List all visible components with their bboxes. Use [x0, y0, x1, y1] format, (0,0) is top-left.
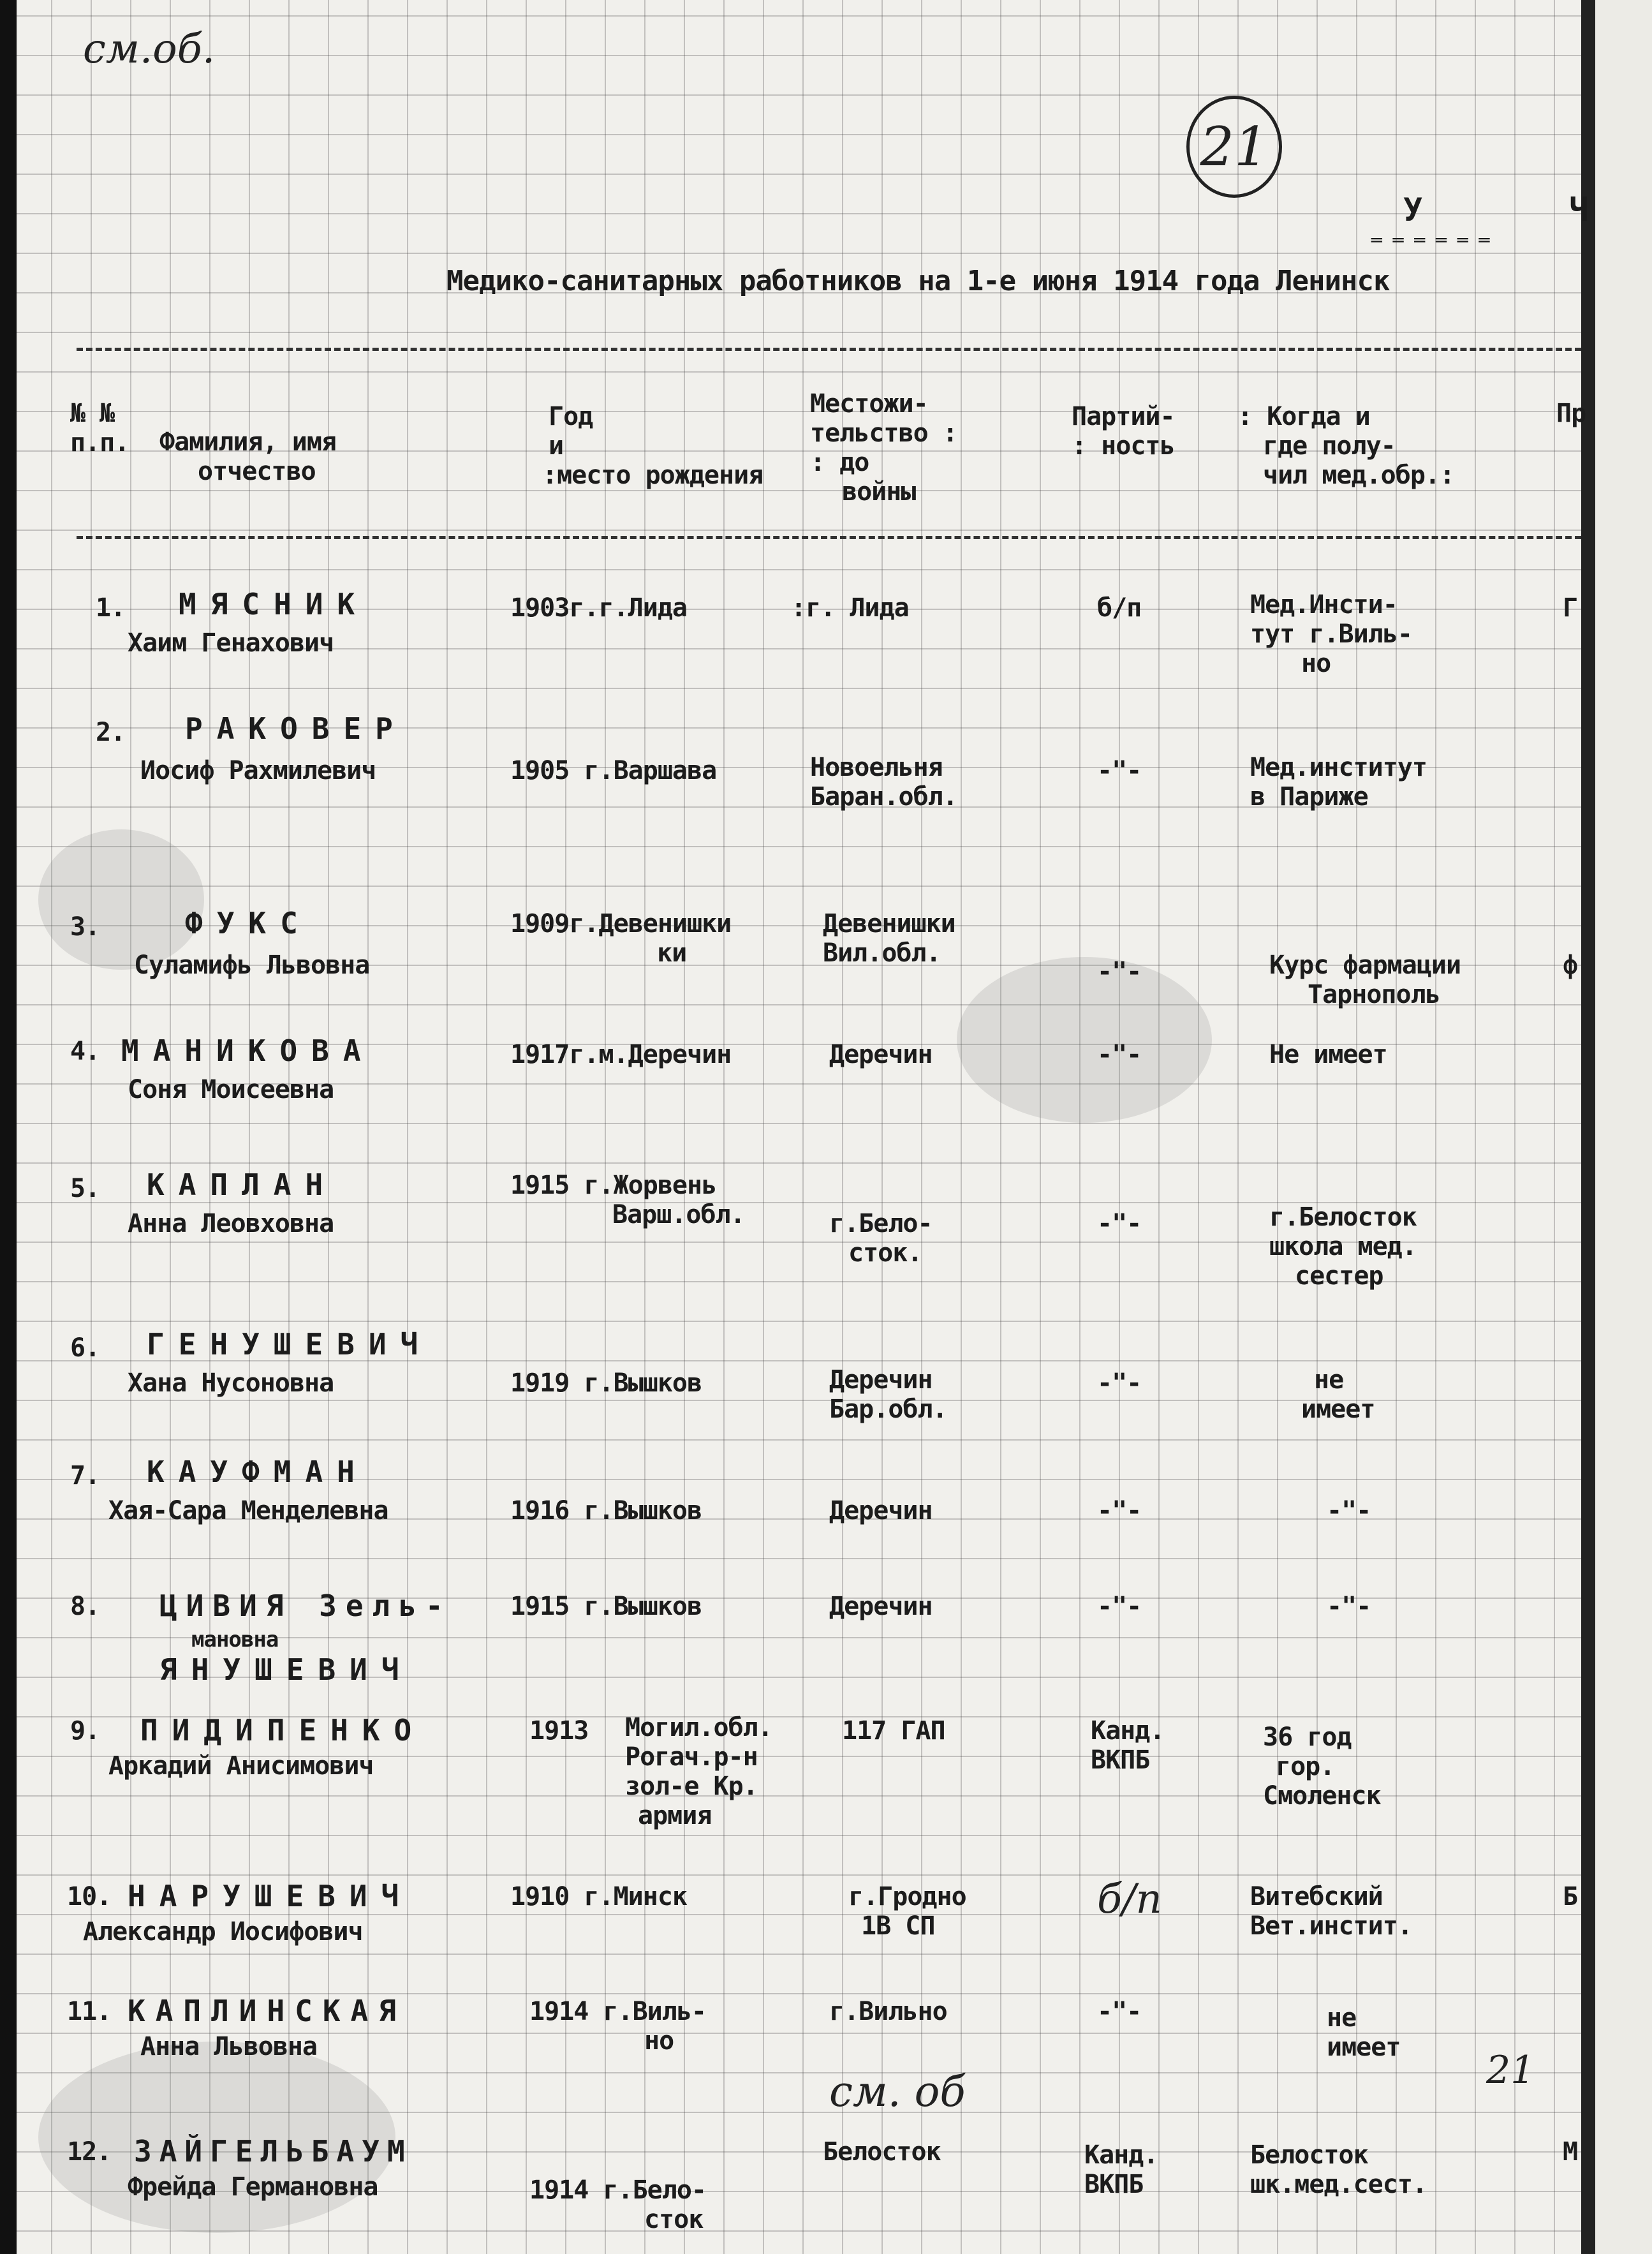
row-party: -"-	[1097, 1496, 1142, 1525]
column-header-birth-line: Год	[549, 402, 593, 431]
row-residence	[625, 1713, 772, 1830]
row-residence: Белосток	[823, 2137, 941, 2167]
row-education-line: Курс фармации	[1269, 951, 1461, 980]
scan-smudge	[957, 957, 1212, 1123]
row-education-line: тут г.Виль-	[1250, 619, 1412, 649]
row-birth	[510, 1171, 745, 1229]
column-header-birth-line: и	[549, 431, 564, 461]
column-header-name-line: отчество	[198, 457, 316, 486]
row-given-name: Аркадий Анисимович	[108, 1751, 374, 1781]
row-birth-line: 1915 г.Жорвень	[510, 1171, 717, 1200]
row-education	[1250, 590, 1412, 678]
column-header-residence-line: тельство :	[810, 419, 957, 448]
row-surname: ЦИВИЯ Зель-	[159, 1589, 452, 1623]
row-cut-text: Г	[1563, 593, 1578, 623]
column-header-name-line: Фамилия, имя	[159, 427, 336, 457]
row-cut-text: ф	[1563, 951, 1578, 980]
row-party: б/п	[1097, 1876, 1162, 1923]
row-residence-line: г.Гродно	[848, 1882, 966, 1911]
row-given-name: Соня Моисеевна	[128, 1075, 334, 1104]
column-header-residence-line: войны	[842, 477, 916, 507]
column-header-education	[1237, 402, 1454, 490]
row-birth-line: ки	[657, 938, 687, 968]
row-party: -"-	[1097, 1997, 1142, 2026]
row-residence	[810, 753, 957, 812]
row-surname: МЯСНИК	[179, 587, 369, 621]
annotation-top-left: см.об.	[83, 26, 216, 73]
row-education	[1250, 753, 1427, 812]
row-education-line: г.Белосток	[1269, 1203, 1417, 1232]
row-education	[1269, 951, 1461, 1009]
row-surname: ГЕНУШЕВИЧ	[147, 1327, 432, 1361]
row-education-line: Белосток	[1250, 2140, 1368, 2170]
column-header-number-line: № №	[70, 399, 115, 428]
row-party	[1091, 1716, 1164, 1775]
row-surname: ФУКС	[185, 906, 312, 940]
document-title-letters: У Ч	[1403, 191, 1652, 228]
row-party: -"-	[1097, 957, 1142, 986]
row-residence-line: Девенишки	[823, 909, 955, 938]
row-residence	[823, 909, 955, 968]
row-residence	[829, 1365, 947, 1424]
row-education-line: Мед.Инсти-	[1250, 590, 1398, 619]
page-number-circle	[1186, 96, 1282, 198]
row-birth: 1917г.м.Деречин	[510, 1040, 732, 1069]
column-header-number	[70, 399, 129, 457]
row-education-line: шк.мед.сест.	[1250, 2170, 1427, 2199]
row-party-line: Канд.	[1091, 1716, 1165, 1746]
row-party: -"-	[1097, 1040, 1142, 1069]
row-education	[1263, 1723, 1381, 1811]
document-subtitle: Медико-санитарных работников на 1-е июня 1914 года Ленинск	[446, 265, 1390, 297]
row-surname: МАНИКОВА	[121, 1034, 375, 1068]
row-number: 6.	[70, 1333, 100, 1363]
scan-edge-right	[1581, 0, 1595, 2254]
row-birth: 1913	[529, 1716, 589, 1746]
column-header-education-line: чил мед.обр.:	[1263, 461, 1455, 490]
row-number: 1.	[96, 593, 126, 623]
row-education	[1327, 2003, 1400, 2062]
row-number: 9.	[70, 1716, 100, 1746]
row-surname: КАУФМАН	[147, 1455, 369, 1489]
row-number: 7.	[70, 1461, 100, 1490]
row-given-name: Хая-Сара Менделевна	[108, 1496, 388, 1525]
row-birth-line: 1914 г.Виль-	[529, 1997, 706, 2026]
column-header-name	[159, 427, 336, 486]
row-surname: НАРУШЕВИЧ	[128, 1879, 413, 1913]
row-number: 10.	[67, 1882, 112, 1911]
row-given-name: Анна Леовховна	[128, 1209, 334, 1238]
row-given-name: Хаим Генахович	[128, 628, 334, 658]
row-education-line: школа мед.	[1269, 1232, 1417, 1261]
row-residence-line: Рогач.р-н	[625, 1742, 758, 1772]
row-residence: :г. Лида	[791, 593, 909, 623]
row-party: -"-	[1097, 1592, 1142, 1621]
row-surname: ПИДИПЕНКО	[140, 1713, 426, 1747]
row-residence-line: г.Бело-	[829, 1209, 933, 1238]
page-number-circle-text: 21	[1200, 115, 1269, 178]
row-education	[1250, 1882, 1412, 1941]
row-birth-line: Варш.обл.	[612, 1200, 745, 1229]
row-birth: 1919 г.Вышков	[510, 1368, 702, 1398]
row-party: -"-	[1097, 1209, 1142, 1238]
row-surname-second: ЯНУШЕВИЧ	[159, 1652, 413, 1687]
row-education-line: Витебский	[1250, 1882, 1383, 1911]
header-rule-top	[77, 348, 1581, 351]
scan-edge-left	[0, 0, 17, 2254]
annotation-bottom-page: 21	[1486, 2048, 1535, 2093]
column-header-party-line: : ность	[1072, 431, 1175, 461]
row-birth	[529, 1997, 706, 2056]
row-given-name: мановна	[191, 1627, 279, 1652]
row-education-line: имеет	[1301, 1395, 1375, 1424]
title-underline: ═ ═ ═ ═ ═ ═	[1371, 230, 1490, 251]
column-header-party-line: Партий-	[1072, 402, 1175, 431]
row-education: Не имеет	[1269, 1040, 1387, 1069]
row-birth: 1910 г.Минск	[510, 1882, 687, 1911]
row-residence-line: 1В СП	[861, 1911, 935, 1941]
column-header-residence	[810, 389, 957, 507]
row-education	[1269, 1203, 1417, 1291]
row-birth-line: 1909г.Девенишки	[510, 909, 732, 938]
row-party-line: Канд.	[1084, 2140, 1158, 2170]
row-birth-line: но	[644, 2026, 674, 2056]
row-party: -"-	[1097, 1368, 1142, 1398]
row-residence: Деречин	[829, 1040, 933, 1069]
row-given-name: Суламифь Львовна	[134, 951, 370, 980]
row-surname: ЗАЙГЕЛЬБАУМ	[134, 2134, 413, 2169]
row-party: б/п	[1097, 593, 1142, 623]
row-given-name: Александр Иосифович	[83, 1917, 363, 1946]
row-party	[1084, 2140, 1158, 2199]
row-given-name: Анна Львовна	[140, 2032, 317, 2061]
row-education: -"-	[1327, 1496, 1371, 1525]
row-number: 4.	[70, 1037, 100, 1066]
scan-smudge	[38, 829, 204, 970]
row-education-line: гор.	[1276, 1752, 1335, 1781]
column-header-birth	[542, 402, 763, 490]
row-education-line: не	[1327, 2003, 1357, 2033]
row-residence-line: зол-е Кр.	[625, 1772, 758, 1801]
row-education-line: но	[1301, 649, 1331, 678]
row-surname: РАКОВЕР	[185, 711, 407, 746]
row-number: 8.	[70, 1592, 100, 1621]
row-residence-line: сток.	[848, 1238, 922, 1268]
row-number: 2.	[96, 718, 126, 747]
row-birth: 1915 г.Вышков	[510, 1592, 702, 1621]
row-residence-line: Бар.обл.	[829, 1395, 947, 1424]
row-residence-line: Деречин	[829, 1365, 933, 1395]
row-surname: КАПЛИНСКАЯ	[128, 1994, 406, 2028]
row-education-line: не	[1314, 1365, 1344, 1395]
row-birth: 1916 г.Вышков	[510, 1496, 702, 1525]
row-unit: 117 ГАП	[842, 1716, 945, 1746]
row-given-name: Иосиф Рахмилевич	[140, 756, 376, 785]
row-number: 11.	[67, 1997, 112, 2026]
row-education-line: сестер	[1295, 1261, 1383, 1291]
row-given-name: Хана Нусоновна	[128, 1368, 334, 1398]
row-birth: 1905 г.Варшава	[510, 756, 717, 785]
row-education-line: Вет.инстит.	[1250, 1911, 1412, 1941]
row-education-line: в Париже	[1250, 782, 1368, 812]
row-party: -"-	[1097, 756, 1142, 785]
row-residence-line: армия	[638, 1801, 712, 1830]
row-birth-line: 1914 г.Бело-	[529, 2176, 706, 2205]
row-cut-text: Б	[1563, 1882, 1578, 1911]
row-residence	[829, 1882, 966, 1941]
row-residence-line: Баран.обл.	[810, 782, 957, 812]
row-number: 12.	[67, 2137, 112, 2167]
row-party-line: ВКПБ	[1084, 2170, 1144, 2199]
row-education-line: Тарнополь	[1308, 980, 1440, 1009]
row-education	[1250, 2140, 1427, 2199]
row-residence	[829, 1209, 933, 1268]
row-birth	[510, 909, 731, 968]
row-residence: Деречин	[829, 1592, 933, 1621]
row-residence-line: Новоельня	[810, 753, 943, 782]
row-birth	[529, 2176, 706, 2234]
row-given-name: Фрейда Германовна	[128, 2172, 378, 2202]
row-education-line: Мед.институт	[1250, 753, 1427, 782]
row-surname: КАПЛАН	[147, 1168, 337, 1202]
row-party-line: ВКПБ	[1091, 1746, 1150, 1775]
header-rule-bottom	[77, 536, 1581, 539]
row-education-line: 36 год	[1263, 1723, 1352, 1752]
row-residence-line: Вил.обл.	[823, 938, 941, 968]
column-header-residence-line: Местожи-	[810, 389, 928, 419]
row-cut-text: М	[1563, 2137, 1578, 2167]
column-header-education-line: где полу-	[1263, 431, 1396, 461]
row-education: -"-	[1327, 1592, 1371, 1621]
row-education-line: имеет	[1327, 2033, 1401, 2062]
row-education-line: Смоленск	[1263, 1781, 1381, 1811]
column-header-party	[1072, 402, 1175, 461]
row-birth: 1903г.г.Лида	[510, 593, 687, 623]
row-residence-line: Могил.обл.	[625, 1713, 772, 1742]
row-residence: Деречин	[829, 1496, 933, 1525]
column-header-number-line: п.п.	[70, 428, 129, 457]
row-education	[1301, 1365, 1375, 1424]
row-residence: г.Вильно	[829, 1997, 947, 2026]
column-header-birth-line: :место рождения	[542, 461, 763, 490]
row-number: 5.	[70, 1174, 100, 1203]
column-header-education-line: : Когда и	[1237, 402, 1370, 431]
column-header-cut: Пр	[1556, 399, 1586, 428]
annotation-bottom-note: см. об	[829, 2067, 966, 2116]
row-birth-line: сток	[644, 2205, 704, 2234]
column-header-residence-line: : до	[810, 448, 869, 477]
row-number: 3.	[70, 912, 100, 942]
